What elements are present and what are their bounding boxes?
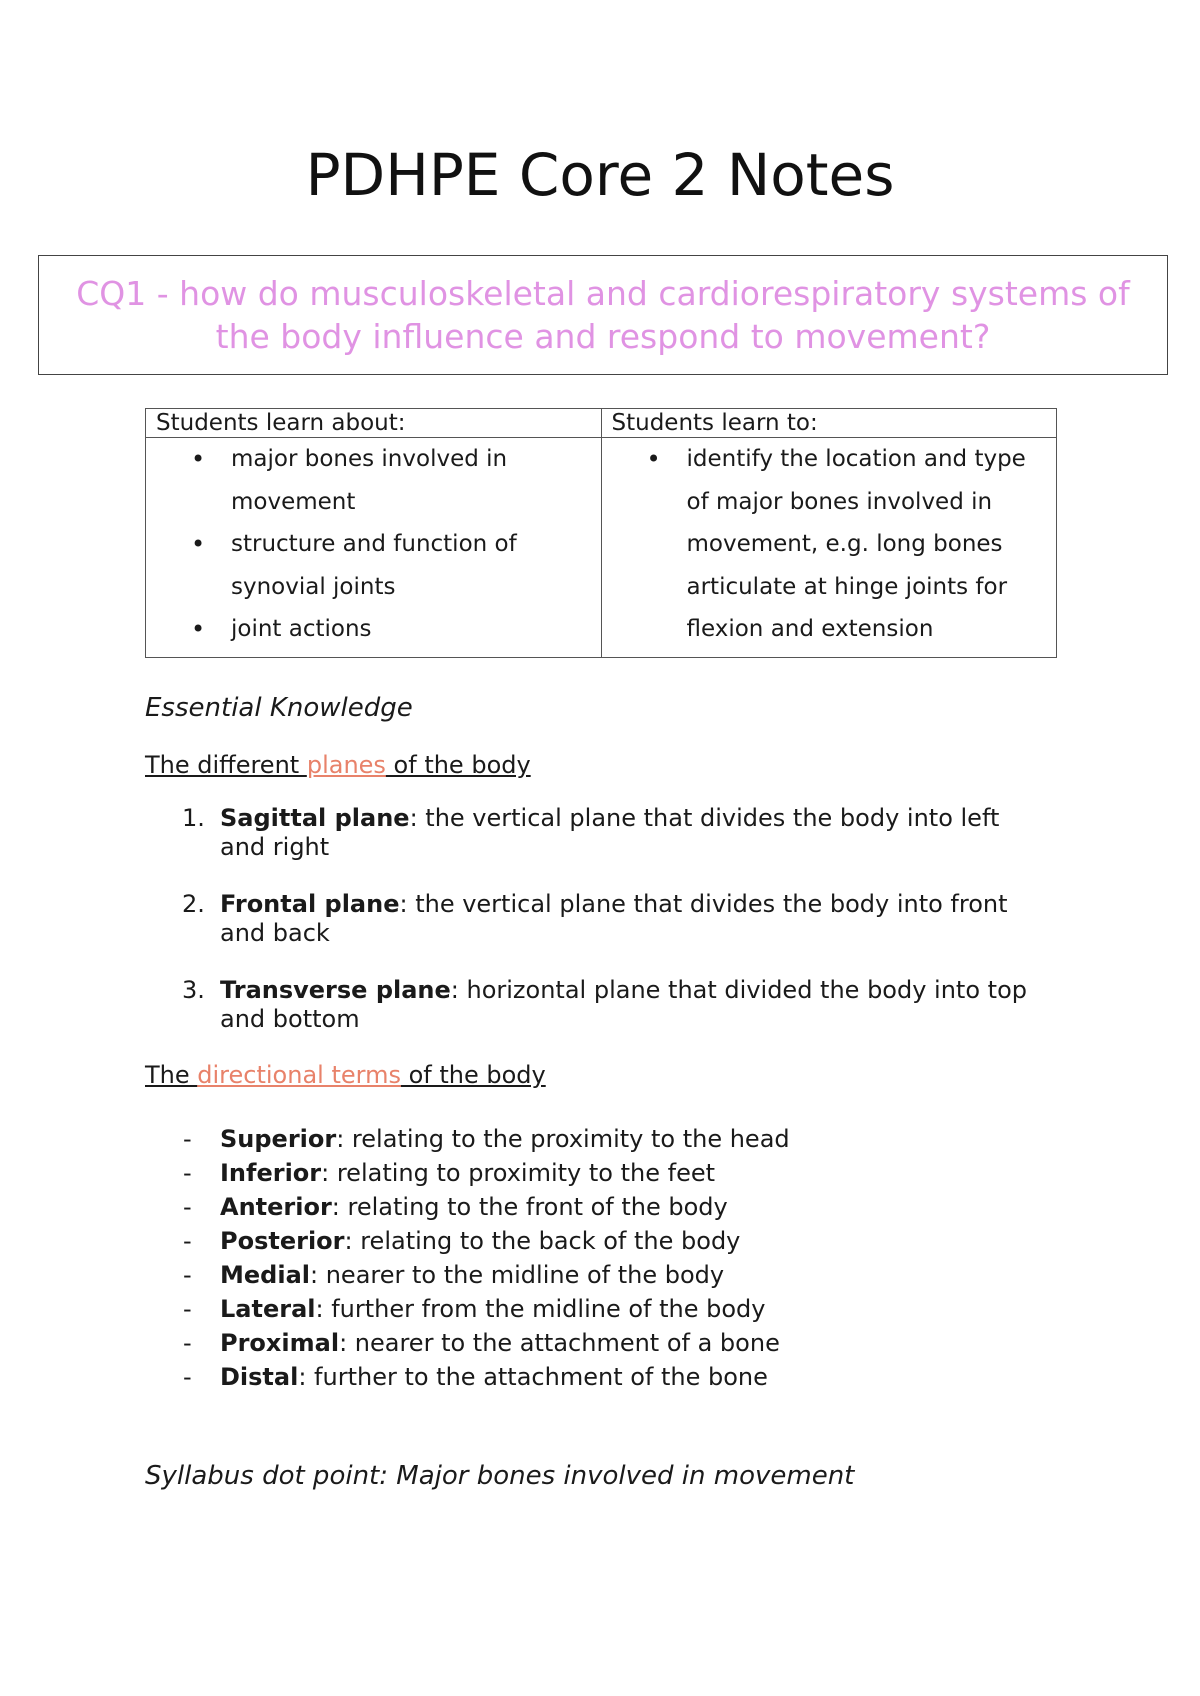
plane-term: Sagittal plane <box>220 804 410 832</box>
list-item <box>145 1190 1045 1224</box>
directional-term: Superior <box>220 1125 337 1153</box>
syllabus-table <box>145 408 1057 658</box>
planes-list <box>145 804 1045 1062</box>
directional-description: : relating to the front of the body <box>331 1193 728 1221</box>
dash-bullet: - <box>183 1193 192 1221</box>
directional-term: Medial <box>220 1261 310 1289</box>
directional-term: Proximal <box>220 1329 340 1357</box>
planes-heading-suffix: of the body <box>385 751 531 779</box>
list-item <box>145 890 1045 948</box>
dash-bullet: - <box>183 1227 192 1255</box>
directional-heading-prefix: The <box>145 1061 198 1089</box>
directional-description: : relating to proximity to the feet <box>321 1159 716 1187</box>
learn-about-cell <box>146 438 602 658</box>
directional-heading-suffix: of the body <box>400 1061 546 1089</box>
list-item <box>145 1292 1045 1326</box>
list-item <box>145 1224 1045 1258</box>
list-item <box>145 1360 1045 1394</box>
directional-term: Lateral <box>220 1295 316 1323</box>
list-item <box>145 1156 1045 1190</box>
list-item: • identify the location and type of major bones involved in movement, e.g. long bones articulate at hinge joints for flexion and extension <box>687 438 1047 651</box>
directional-description: : further to the attachment of the bone <box>298 1363 768 1391</box>
list-item: • major bones involved in movement <box>231 438 591 523</box>
header-learn-about: Students learn about: <box>146 409 602 438</box>
plane-term: Transverse plane <box>220 976 451 1004</box>
dash-bullet: - <box>183 1159 192 1187</box>
directional-term: Distal <box>220 1363 299 1391</box>
planes-heading-accent: planes <box>306 751 386 779</box>
dash-bullet: - <box>183 1261 192 1289</box>
plane-description: : the vertical plane that divides the body into front and back <box>220 890 1008 947</box>
item-number: 3. <box>182 976 205 1004</box>
dash-bullet: - <box>183 1363 192 1391</box>
list-item <box>145 976 1045 1034</box>
directional-description: : further from the midline of the body <box>315 1295 766 1323</box>
learn-to-list <box>612 438 1047 651</box>
syllabus-table-header-row <box>146 409 1057 438</box>
list-item <box>145 1326 1045 1360</box>
syllabus-dot-point: Syllabus dot point: Major bones involved in movement <box>145 1461 855 1491</box>
critical-question-box <box>38 255 1168 375</box>
directional-description: : nearer to the midline of the body <box>310 1261 725 1289</box>
plane-description: : horizontal plane that divided the body into top and bottom <box>220 976 1027 1033</box>
planes-heading-prefix: The different <box>145 751 307 779</box>
directional-description: : nearer to the attachment of a bone <box>339 1329 780 1357</box>
directional-terms-list <box>145 1122 1045 1394</box>
list-item: • joint actions <box>231 608 591 651</box>
header-learn-to: Students learn to: <box>601 409 1057 438</box>
list-item <box>145 1122 1045 1156</box>
plane-description: : the vertical plane that divides the body into left and right <box>220 804 1000 861</box>
directional-term: Anterior <box>220 1193 332 1221</box>
plane-term: Frontal plane <box>220 890 400 918</box>
critical-question-text: CQ1 - how do musculoskeletal and cardiorespiratory systems of the body influence and respond to movement? <box>76 274 1130 356</box>
item-number: 1. <box>182 804 205 832</box>
directional-description: : relating to the proximity to the head <box>336 1125 790 1153</box>
dash-bullet: - <box>183 1295 192 1323</box>
syllabus-table-content-row <box>146 438 1057 658</box>
directional-term: Inferior <box>220 1159 322 1187</box>
directional-heading <box>145 1060 546 1090</box>
learn-to-cell <box>601 438 1057 658</box>
directional-description: : relating to the back of the body <box>344 1227 741 1255</box>
page-title: PDHPE Core 2 Notes <box>305 141 895 209</box>
learn-about-list <box>156 438 591 651</box>
directional-term: Posterior <box>220 1227 345 1255</box>
directional-heading-accent: directional terms <box>197 1061 401 1089</box>
planes-heading <box>145 750 531 780</box>
dash-bullet: - <box>183 1329 192 1357</box>
list-item: • structure and function of synovial joints <box>231 523 591 608</box>
item-number: 2. <box>182 890 205 918</box>
list-item <box>145 804 1045 862</box>
dash-bullet: - <box>183 1125 192 1153</box>
essential-knowledge-heading: Essential Knowledge <box>145 693 413 723</box>
list-item <box>145 1258 1045 1292</box>
